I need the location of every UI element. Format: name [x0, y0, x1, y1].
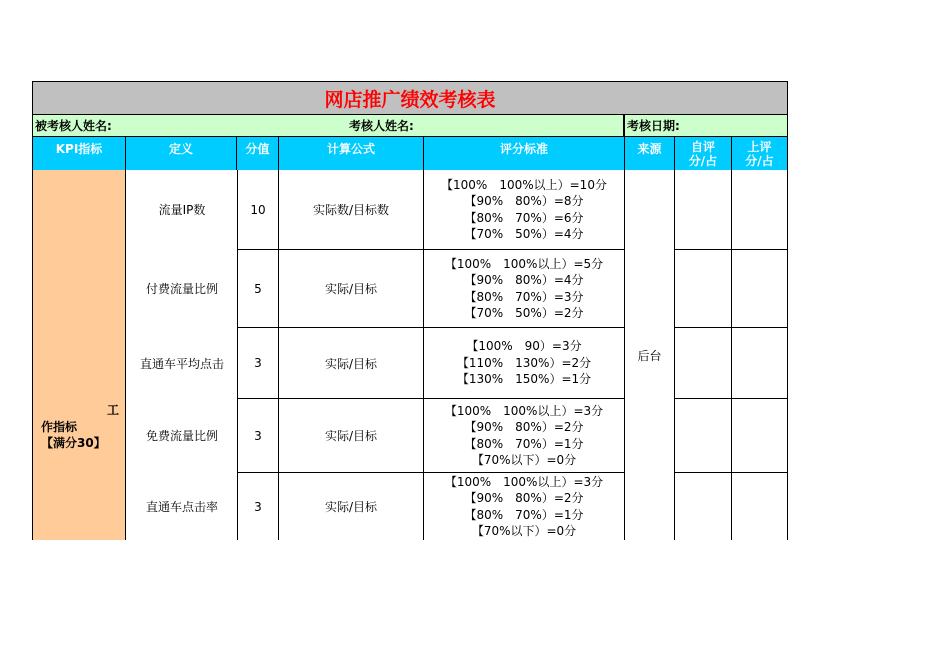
- row-2-self-review-input[interactable]: [675, 250, 731, 327]
- row-1-upper-review-input[interactable]: [732, 170, 787, 249]
- header-upper-review-line1: 上评: [747, 140, 772, 154]
- category-line3: 【满分30】: [41, 436, 106, 450]
- row-2-standard-line: 【70% 50%）=2分: [464, 306, 584, 320]
- row-5-score: 3: [254, 499, 262, 514]
- row-2-definition: 付费流量比例: [145, 282, 218, 296]
- row-1-standard: [424, 170, 624, 249]
- row-5-definition: 直通车点击率: [145, 500, 218, 514]
- row-2-standard-line: 【100% 100%以上）=5分: [444, 256, 604, 271]
- row-3-standard-line: 【130% 150%）=1分: [456, 372, 592, 387]
- header-source: 来源: [625, 137, 675, 170]
- row-2-score: 5: [254, 281, 262, 296]
- category-line2: 作指标: [41, 420, 78, 434]
- header-kpi: KPI指标: [32, 137, 126, 170]
- row-1-self-review-input[interactable]: [675, 170, 731, 249]
- row-5-upper-review-input[interactable]: [732, 473, 787, 540]
- row-4-standard-line: 【90% 80%）=2分: [464, 420, 584, 434]
- header-upper-review: [732, 137, 788, 170]
- assessor-name-label: 考核人姓名:: [349, 119, 414, 133]
- row-1-formula: 实际数/目标数: [312, 203, 390, 217]
- row-2-standard-line: 【80% 70%）=3分: [464, 289, 584, 304]
- assess-date-cell[interactable]: [624, 115, 788, 137]
- row-3-standard-line: 【110% 130%）=2分: [456, 355, 592, 370]
- row-4-standard-line: 【70%以下）=0分: [471, 453, 577, 467]
- row-4-self-review-input[interactable]: [675, 399, 731, 472]
- row-4-standard-line: 【100% 100%以上）=3分: [444, 403, 604, 418]
- row-5-standard-line: 【90% 80%）=2分: [464, 491, 584, 505]
- row-5-standard-line: 【70%以下）=0分: [471, 524, 577, 538]
- row-3-standard: [424, 328, 624, 398]
- header-self-review-line1: 自评: [690, 140, 715, 154]
- row-1-standard-line: 【100% 100%以上）=10分: [441, 177, 607, 192]
- header-standard: 评分标准: [424, 137, 625, 170]
- row-2-upper-review-input[interactable]: [732, 250, 787, 327]
- row-2-formula: 实际/目标: [324, 282, 378, 296]
- header-self-review: [675, 137, 732, 170]
- category-line1: 工: [107, 403, 120, 417]
- assessee-name-cell[interactable]: [32, 115, 348, 137]
- row-2-standard: [424, 250, 624, 327]
- row-4-standard: [424, 399, 624, 472]
- sheet-title: 网店推广绩效考核表: [32, 81, 788, 115]
- row-1-standard-line: 【90% 80%）=8分: [464, 194, 584, 208]
- row-3-formula: 实际/目标: [324, 356, 378, 371]
- header-self-review-line2: 分/占: [688, 154, 718, 168]
- row-5-standard-line: 【100% 100%以上）=3分: [444, 474, 604, 489]
- assessor-name-cell[interactable]: [347, 115, 624, 137]
- row-4-definition: 免费流量比例: [145, 429, 218, 443]
- row-5-standard-line: 【80% 70%）=1分: [464, 507, 584, 522]
- row-1-standard-line: 【70% 50%）=4分: [464, 227, 584, 241]
- row-3-score: 3: [254, 356, 262, 370]
- source-cell: 后台: [637, 348, 662, 363]
- assess-date-label: 考核日期:: [627, 119, 680, 133]
- row-1-score: 10: [250, 202, 266, 217]
- header-score: 分值: [237, 137, 279, 170]
- category-work-indicators: [32, 170, 126, 540]
- row-4-score: 3: [254, 428, 262, 443]
- row-3-self-review-input[interactable]: [675, 328, 731, 398]
- row-3-definition: 直通车平均点击: [139, 356, 224, 371]
- row-4-standard-line: 【80% 70%）=1分: [464, 436, 584, 451]
- row-3-standard-line: 【100% 90）=3分: [466, 339, 582, 354]
- row-4-upper-review-input[interactable]: [732, 399, 787, 472]
- row-5-formula: 实际/目标: [324, 500, 378, 514]
- row-1-standard-line: 【80% 70%）=6分: [464, 210, 584, 225]
- row-5-standard: [424, 473, 624, 540]
- row-3-upper-review-input[interactable]: [732, 328, 787, 398]
- row-5-self-review-input[interactable]: [675, 473, 731, 540]
- header-formula: 计算公式: [279, 137, 424, 170]
- row-1-definition: 流量IP数: [158, 203, 206, 217]
- row-4-formula: 实际/目标: [324, 429, 378, 443]
- header-upper-review-line2: 分/占: [745, 154, 774, 168]
- row-2-standard-line: 【90% 80%）=4分: [464, 273, 584, 287]
- header-definition: 定义: [126, 137, 237, 170]
- assessee-name-label: 被考核人姓名:: [35, 119, 112, 133]
